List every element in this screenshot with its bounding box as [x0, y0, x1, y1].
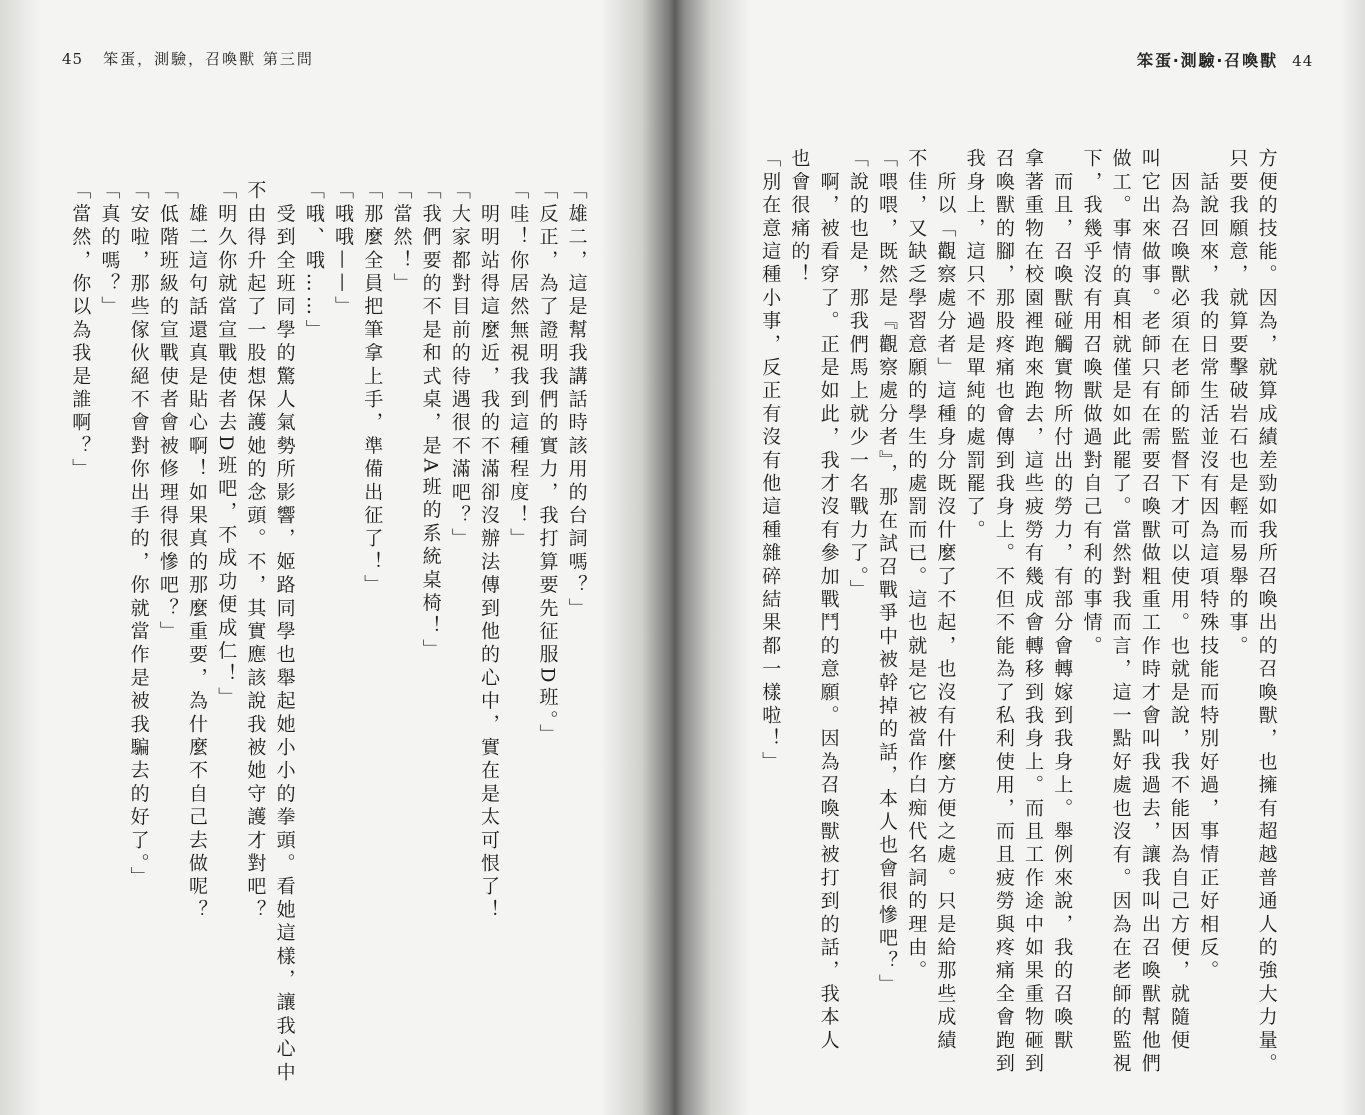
left-running-title: 笨蛋，測驗，召喚獸 第三問 [103, 50, 314, 68]
text-line: 召喚獸的腳，那股疼痛也會傳到我身上。不但不能為了私利使用，而且疲勞與疼痛全會跑到 [992, 148, 1015, 1076]
text-line: 不佳，又缺乏學習意願的學生的處罰而已。這也就是它被當作白痴代名詞的理由。 [905, 148, 928, 984]
text-line: 方便的技能。因為，就算成績差勁如我所召喚出的召喚獸，也擁有超越普通人的強大力量。 [1255, 148, 1278, 1076]
text-line: 「安啦，那些傢伙絕不會對你出手的，你就當作是被我騙去的好了。」 [127, 180, 150, 890]
text-line: 只要我願意，就算要擊破岩石也是輕而易舉的事。 [1226, 148, 1249, 659]
right-page-number: 44 [1292, 52, 1314, 70]
text-line: 「低階班級的宣戰使者會被修理得很慘吧？」 [156, 180, 179, 644]
text-line: 「那麼全員把筆拿上手，準備出征了！」 [361, 180, 384, 598]
left-page-number: 45 [62, 50, 84, 68]
text-line: 「當然，你以為我是誰啊？」 [69, 180, 92, 482]
right-running-title: 笨蛋‧測驗‧召喚獸 [1137, 51, 1279, 70]
text-line: 不由得升起了一股想保護她的念頭。不，其實應該說我被她守護才對吧？ [244, 180, 267, 923]
text-line: 「真的嗎？」 [98, 180, 121, 320]
text-line: 「當然！」 [390, 180, 413, 296]
left-page-header [62, 48, 314, 69]
text-line: 「哦、哦……」 [302, 180, 325, 343]
text-line: 「哇！你居然無視我到這種程度！」 [507, 180, 530, 552]
text-line: 叫它出來做事。老師只有在需要召喚獸做粗重工作時才會叫我過去，讓我叫出召喚獸幫他們 [1138, 148, 1161, 1076]
text-line: 「大家都對目前的待遇很不滿吧？」 [448, 180, 471, 552]
text-line: 「別在意這種小事，反正有沒有他這種雜碎結果都一樣啦！」 [759, 148, 782, 775]
text-line: 雄二這句話還真是貼心啊！如果真的那麼重要，為什麼不自己去做呢？ [186, 180, 209, 923]
text-line: 「我們要的不是和式桌，是A班的系統桌椅！」 [419, 180, 442, 662]
left-page [0, 0, 682, 1115]
text-line: 拿著重物在校園裡跑來跑去，這些疲勞有幾成會轉移到我身上。而且工作途中如果重物砸到 [1022, 148, 1045, 1076]
text-line: 「反正，為了證明我們的實力，我打算要先征服D班。」 [536, 180, 559, 747]
text-line: 所以「觀察處分者」這種身分既沒什麼了不起，也沒有什麼方便之處。只是給那些成績 [934, 148, 957, 1053]
text-line: 「明久你就當宣戰使者去D班吧，不成功便成仁！」 [215, 180, 238, 710]
text-line: 做工。事情的真相就僅是如此罷了。當然對我而言，這一點好處也沒有。因為在老師的監視 [1109, 148, 1132, 1076]
text-line: 「說的也是，那我們馬上就少一名戰力了。」 [846, 148, 869, 603]
text-line: 受到全班同學的驚人氣勢所影響，姬路同學也舉起她小小的拳頭。看她這樣，讓我心中 [273, 180, 296, 1085]
right-page-body [755, 148, 1281, 1076]
text-line: 下，我幾乎沒有用召喚獸做過對自己有利的事情。 [1080, 148, 1103, 659]
text-line: 明明站得這麼近，我的不滿卻沒辦法傳到他的心中，實在是太可恨了！ [478, 180, 501, 923]
text-line: 我身上，這只不過是單純的處罰罷了。 [963, 148, 986, 543]
text-line: 也會很痛的！ [788, 148, 811, 288]
left-page-body [65, 180, 591, 1085]
text-line: 話說回來，我的日常生活並沒有因為這項特殊技能而特別好過，事情正好相反。 [1197, 148, 1220, 984]
text-line: 而且，召喚獸碰觸實物所付出的勞力，有部分會轉嫁到我身上。舉例來說，我的召喚獸 [1051, 148, 1074, 1053]
text-line: 「喂喂，既然是『觀察處分者』，那在試召戰爭中被幹掉的話，本人也會很慘吧？」 [876, 148, 899, 997]
text-line: 啊，被看穿了。正是如此，我才沒有參加戰鬥的意願。因為召喚獸被打到的話，我本人 [817, 148, 840, 1053]
text-line: 因為召喚獸必須在老師的監督下才可以使用。也就是說，我不能因為自己方便，就隨便 [1168, 148, 1191, 1053]
text-line: 「哦哦——」 [332, 180, 355, 320]
text-line: 「雄二，這是幫我講話時該用的台詞嗎？」 [565, 180, 588, 621]
right-page-header [1137, 48, 1313, 71]
